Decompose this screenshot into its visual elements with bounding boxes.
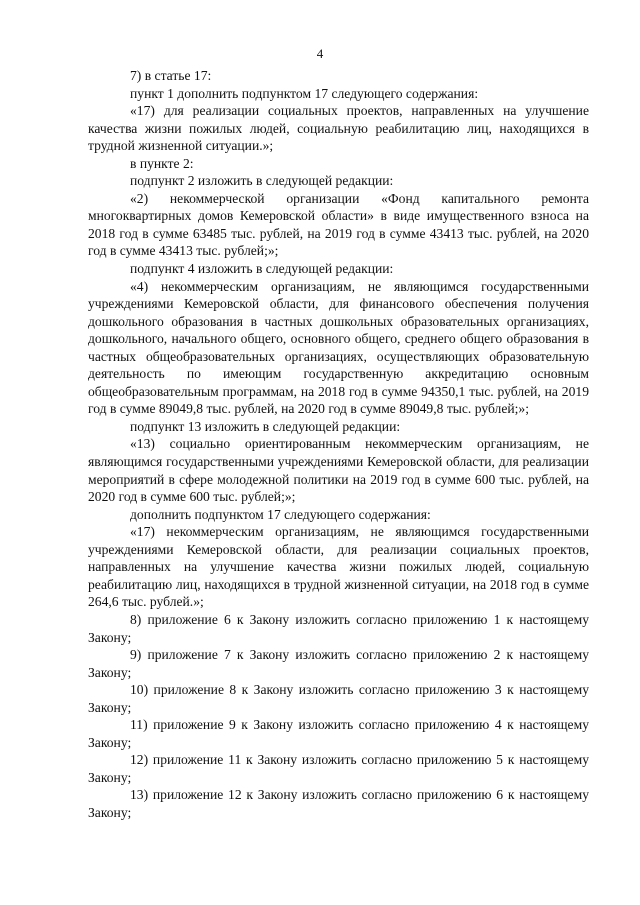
paragraph-subitem-13-header: подпункт 13 изложить в следующей редакции: (130, 418, 401, 434)
paragraph-appendix-12: 13) приложение 12 к Закону изложить согласно приложению 6 к настоящему Закону; (88, 787, 589, 820)
paragraph-appendix-11: 12) приложение 11 к Закону изложить согласно приложению 5 к настоящему Закону; (88, 752, 589, 785)
paragraph-appendix-9: 11) приложение 9 к Закону изложить согласно приложению 4 к настоящему Закону; (88, 717, 589, 750)
paragraph-subitem-17-full: «17) некоммерческим организациям, не являющимся государственными учреждениями Кемеровской области, для реализации социальных проектов, направленных на улучшение качества жизни пожилых людей, социальную реабилитацию лиц, находящихся в трудной жизненной ситуации, на 2018 год в сумме 264,6 тыс. рублей.»; (88, 524, 589, 610)
paragraph-article-17: 7) в статье 17: (130, 68, 212, 83)
paragraph-item-1-add: пункт 1 дополнить подпунктом 17 следующего содержания: (130, 85, 479, 101)
paragraph-subitem-2-text: «2) некоммерческой организации «Фонд капитального ремонта многоквартирных домов Кемеровской области» в виде имущественного взноса на 2018 год в сумме 63485 тыс. рублей, на 2019 год в сумме 43413 тыс. рублей, на 2020 год в сумме 43413 тыс. рублей;»; (88, 190, 589, 259)
paragraph-subitem-4-text: «4) некоммерческим организациям, не являющимся государственными учреждениями Кемеровской области, для финансового обеспечения получения дошкольного образования в частных дошкольных образовательных организациях, дошкольного, начального общего, основного общего, среднего общего образования в частных общеобразовательных организациях, осуществляющих образовательную деятельность по имеющим государственную аккредитацию основным общеобразовательным программам, на 2018 год в сумме 94350,1 тыс. рублей, на 2019 год в сумме 89049,8 тыс. рублей, на 2020 год в сумме 89049,8 тыс. рублей;»; (88, 278, 589, 417)
document-body (88, 67, 589, 822)
paragraph-appendix-8: 10) приложение 8 к Закону изложить согласно приложению 3 к настоящему Закону; (88, 682, 589, 715)
paragraph-subitem-2-header: подпункт 2 изложить в следующей редакции: (130, 173, 394, 189)
paragraph-subitem-13-text: «13) социально ориентированным некоммерческим организациям, не являющимся государственными учреждениями Кемеровской области, для реализации мероприятий в сфере молодежной политики на 2019 год в сумме 600 тыс. рублей, на 2020 год в сумме 600 тыс. рублей;»; (88, 436, 589, 505)
paragraph-subitem-4-header: подпункт 4 изложить в следующей редакции: (130, 261, 394, 277)
paragraph-appendix-7: 9) приложение 7 к Закону изложить согласно приложению 2 к настоящему Закону; (88, 647, 589, 680)
paragraph-add-subitem-17: дополнить подпунктом 17 следующего содержания: (130, 506, 431, 522)
paragraph-appendix-6: 8) приложение 6 к Закону изложить согласно приложению 1 к настоящему Закону; (88, 611, 589, 645)
page-number: 4 (316, 46, 324, 61)
paragraph-subitem-17-text: «17) для реализации социальных проектов, направленных на улучшение качества жизни пожилых людей, социальную реабилитацию лиц, находящихся в трудной жизненной ситуации.»; (88, 103, 589, 154)
paragraph-item-2: в пункте 2: (130, 155, 194, 171)
